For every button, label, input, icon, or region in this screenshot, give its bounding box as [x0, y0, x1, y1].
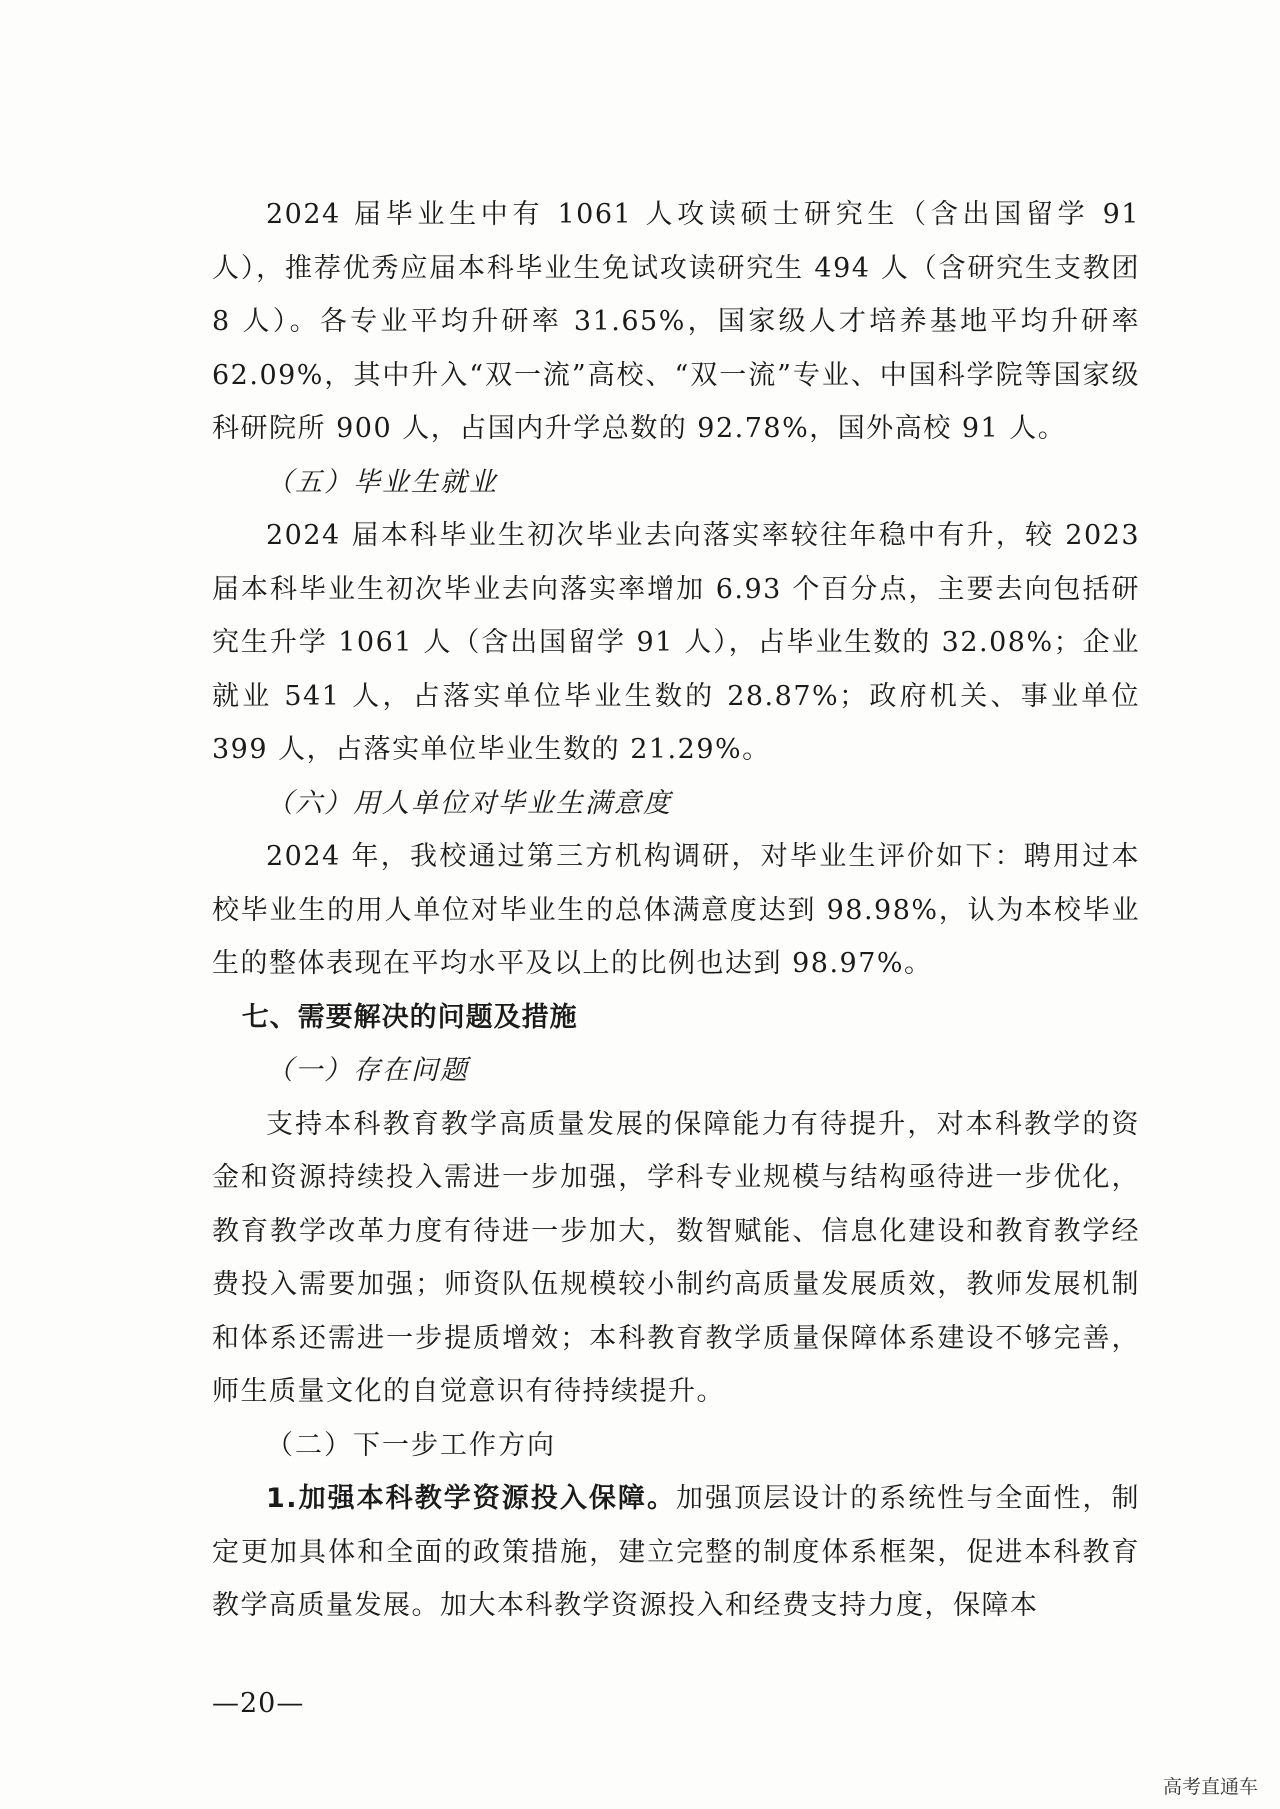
measure-body: 加强顶层设计的系统性与全面性，制定更加具体和全面的政策措施，建立完整的制度体系框架，促进本科教育教学高质量发展。加大本科教学资源投入和经费支持力度，保障本 — [212, 1483, 1141, 1621]
paragraph-problems: 支持本科教育教学高质量发展的保障能力有待提升，对本科教学的资金和资源持续投入需进一步加强，学科专业规模与结构亟待进一步优化，教育教学改革力度有待进一步加大，数智赋能、信息化建设和教育教学经费投入需要加强；师资队伍规模较小制约高质量发展质效，教师发展机制和体系还需进一步提质增效；本科教育教学质量保障体系建设不够完善，师生质量文化的自觉意识有待持续提升。 — [212, 1108, 1140, 1407]
heading-employer-satisfaction: （六）用人单位对毕业生满意度 — [266, 787, 672, 819]
heading-graduate-employment: （五）毕业生就业 — [266, 466, 498, 498]
paragraph-resource-investment — [212, 1472, 1140, 1633]
measure-lead-title: 1.加强本科教学资源投入保障。 — [266, 1483, 677, 1514]
paragraph-employment: 2024 届本科毕业生初次毕业去向落实率较往年稳中有升，较 2023 届本科毕业生初次毕业去向落实率增加 6.93 个百分点，主要去向包括研究生升学 1061 人（含出国留学 91 人），占毕业生数的 32.08%；企业就业 541 人，占落实单位毕业生数的 28.87%；政府机关、事业单位 399 人，占落实单位毕业生数的 21.29%。 — [212, 520, 1140, 765]
document-body — [212, 188, 1140, 1633]
page-number: —20— — [212, 1688, 305, 1719]
paragraph-graduate-study: 2024 届毕业生中有 1061 人攻读硕士研究生（含出国留学 91 人），推荐优秀应届本科毕业生免试攻读研究生 494 人（含研究生支教团 8 人）。各专业平均升研率 31.65%，国家级人才培养基地平均升研率 62.09%，其中升入“双一流”高校、“双一流”专业、中国科学院等国家级科研院所 900 人，占国内升学总数的 92.78%，国外高校 91 人。 — [212, 199, 1140, 444]
watermark-text: 高考直通车 — [1162, 1776, 1258, 1798]
paragraph-satisfaction: 2024 年，我校通过第三方机构调研，对毕业生评价如下：聘用过本校毕业生的用人单位对毕业生的总体满意度达到 98.98%，认为本校毕业生的整体表现在平均水平及以上的比例也达到 98.97%。 — [212, 841, 1140, 979]
heading-existing-problems: （一）存在问题 — [266, 1055, 469, 1086]
heading-problems-and-measures: 七、需要解决的问题及措施 — [241, 1001, 578, 1033]
heading-next-steps: （二）下一步工作方向 — [266, 1429, 556, 1461]
